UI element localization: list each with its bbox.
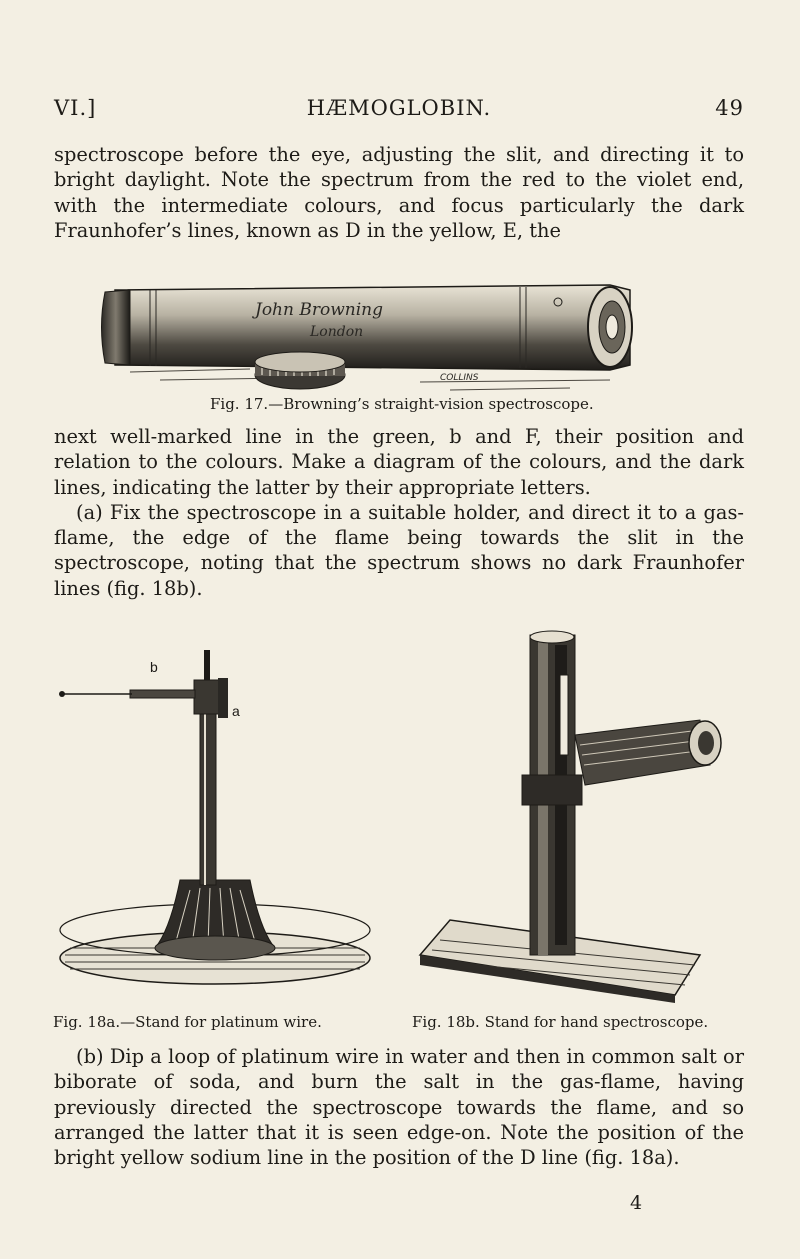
engraved-maker-name: John Browning — [255, 300, 383, 320]
platinum-wire-stand-illustration — [50, 630, 380, 1000]
fig17-caption: Fig. 17.—Browning’s straight-vision spectroscope. — [210, 395, 594, 413]
section-number: VI.] — [54, 96, 97, 120]
paragraph-text: (b) Dip a loop of platinum wire in water and then in common salt or biborate of soda, and burn the salt in the gas-flame, having previously directed the spectroscope towards the flame, and so arranged the latter that it is seen edge-on. Note the position of the bright yellow sodium line in the position of the D line (fig. 18a). — [54, 1045, 744, 1170]
paragraph-bottom — [54, 1044, 744, 1170]
running-header — [54, 96, 744, 126]
paragraph-text: (a) Fix the spectroscope in a suitable holder, and direct it to a gas-flame, the edge of the flame being towards the slit in the spectroscope, noting that the spectrum shows no dark Fraunhofer lines (fig. 18b). — [54, 500, 744, 600]
engraved-city: London — [310, 324, 364, 340]
spectroscope-stand-illustration — [410, 625, 730, 1005]
page-title: HÆMOGLOBIN. — [306, 96, 492, 120]
paragraph-text: spectroscope before the eye, adjusting the slit, and directing it to bright daylight. Note the spectrum from the red to the violet end, with the intermediate colours, and focus particularly the dark Fraunhofer’s lines, known as D in the yellow, E, the — [54, 143, 744, 242]
spectroscope-illustration — [90, 270, 690, 400]
paragraph-top — [54, 142, 744, 243]
label-b: b — [150, 659, 158, 675]
paragraph-text: next well-marked line in the green, b and F, their position and relation to the colours. Make a diagram of the colours, and the dark lines, indicating the latter by their appropriate letters. — [54, 425, 744, 499]
label-a: a — [232, 703, 240, 719]
page-number: 49 — [715, 96, 744, 120]
paragraph-middle — [54, 424, 744, 601]
fig18a-caption: Fig. 18a.—Stand for platinum wire. — [53, 1013, 322, 1031]
signature-mark: 4 — [630, 1192, 643, 1214]
fig18b-caption: Fig. 18b. Stand for hand spectroscope. — [412, 1013, 709, 1031]
collins-label: COLLINS — [440, 373, 479, 383]
